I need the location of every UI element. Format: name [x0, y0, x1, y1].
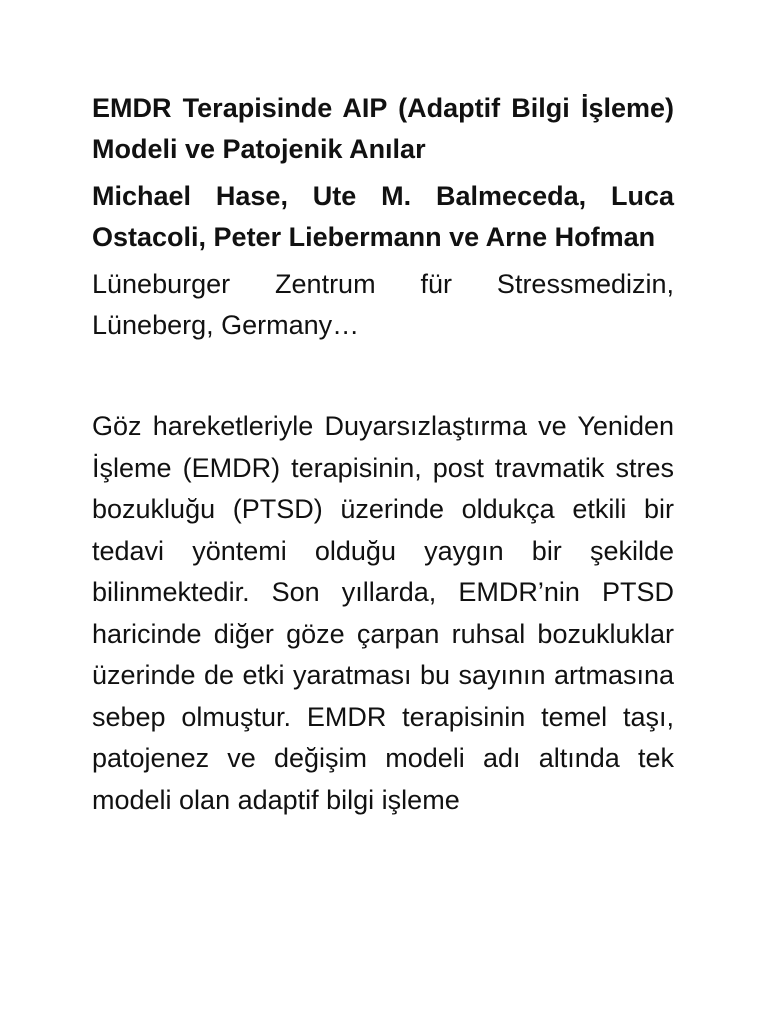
abstract-paragraph: Göz hareketleriyle Duyarsızlaştırma ve Yeniden İşleme (EMDR) terapisinin, post travmatik stres bozukluğu (PTSD) üzerinde oldukça etkili bir tedavi yöntemi olduğu yaygın bir şekilde bilinmektedir. Son yıllarda, EMDR’nin PTSD haricinde diğer göze çarpan ruhsal bozukluklar üzerinde de etki yaratması bu sayının artmasına sebep olmuştur. EMDR terapisinin temel taşı, patojenez ve değişim modeli adı altında tek modeli olan adaptif bilgi işleme	[92, 411, 674, 815]
document-title: EMDR Terapisinde AIP (Adaptif Bilgi İşleme) Modeli ve Patojenik Anılar	[92, 93, 674, 164]
author-list: Michael Hase, Ute M. Balmeceda, Luca Ostacoli, Peter Liebermann ve Arne Hofman	[92, 181, 674, 252]
author-affiliation: Lüneburger Zentrum für Stressmedizin, Lüneberg, Germany…	[92, 269, 674, 340]
